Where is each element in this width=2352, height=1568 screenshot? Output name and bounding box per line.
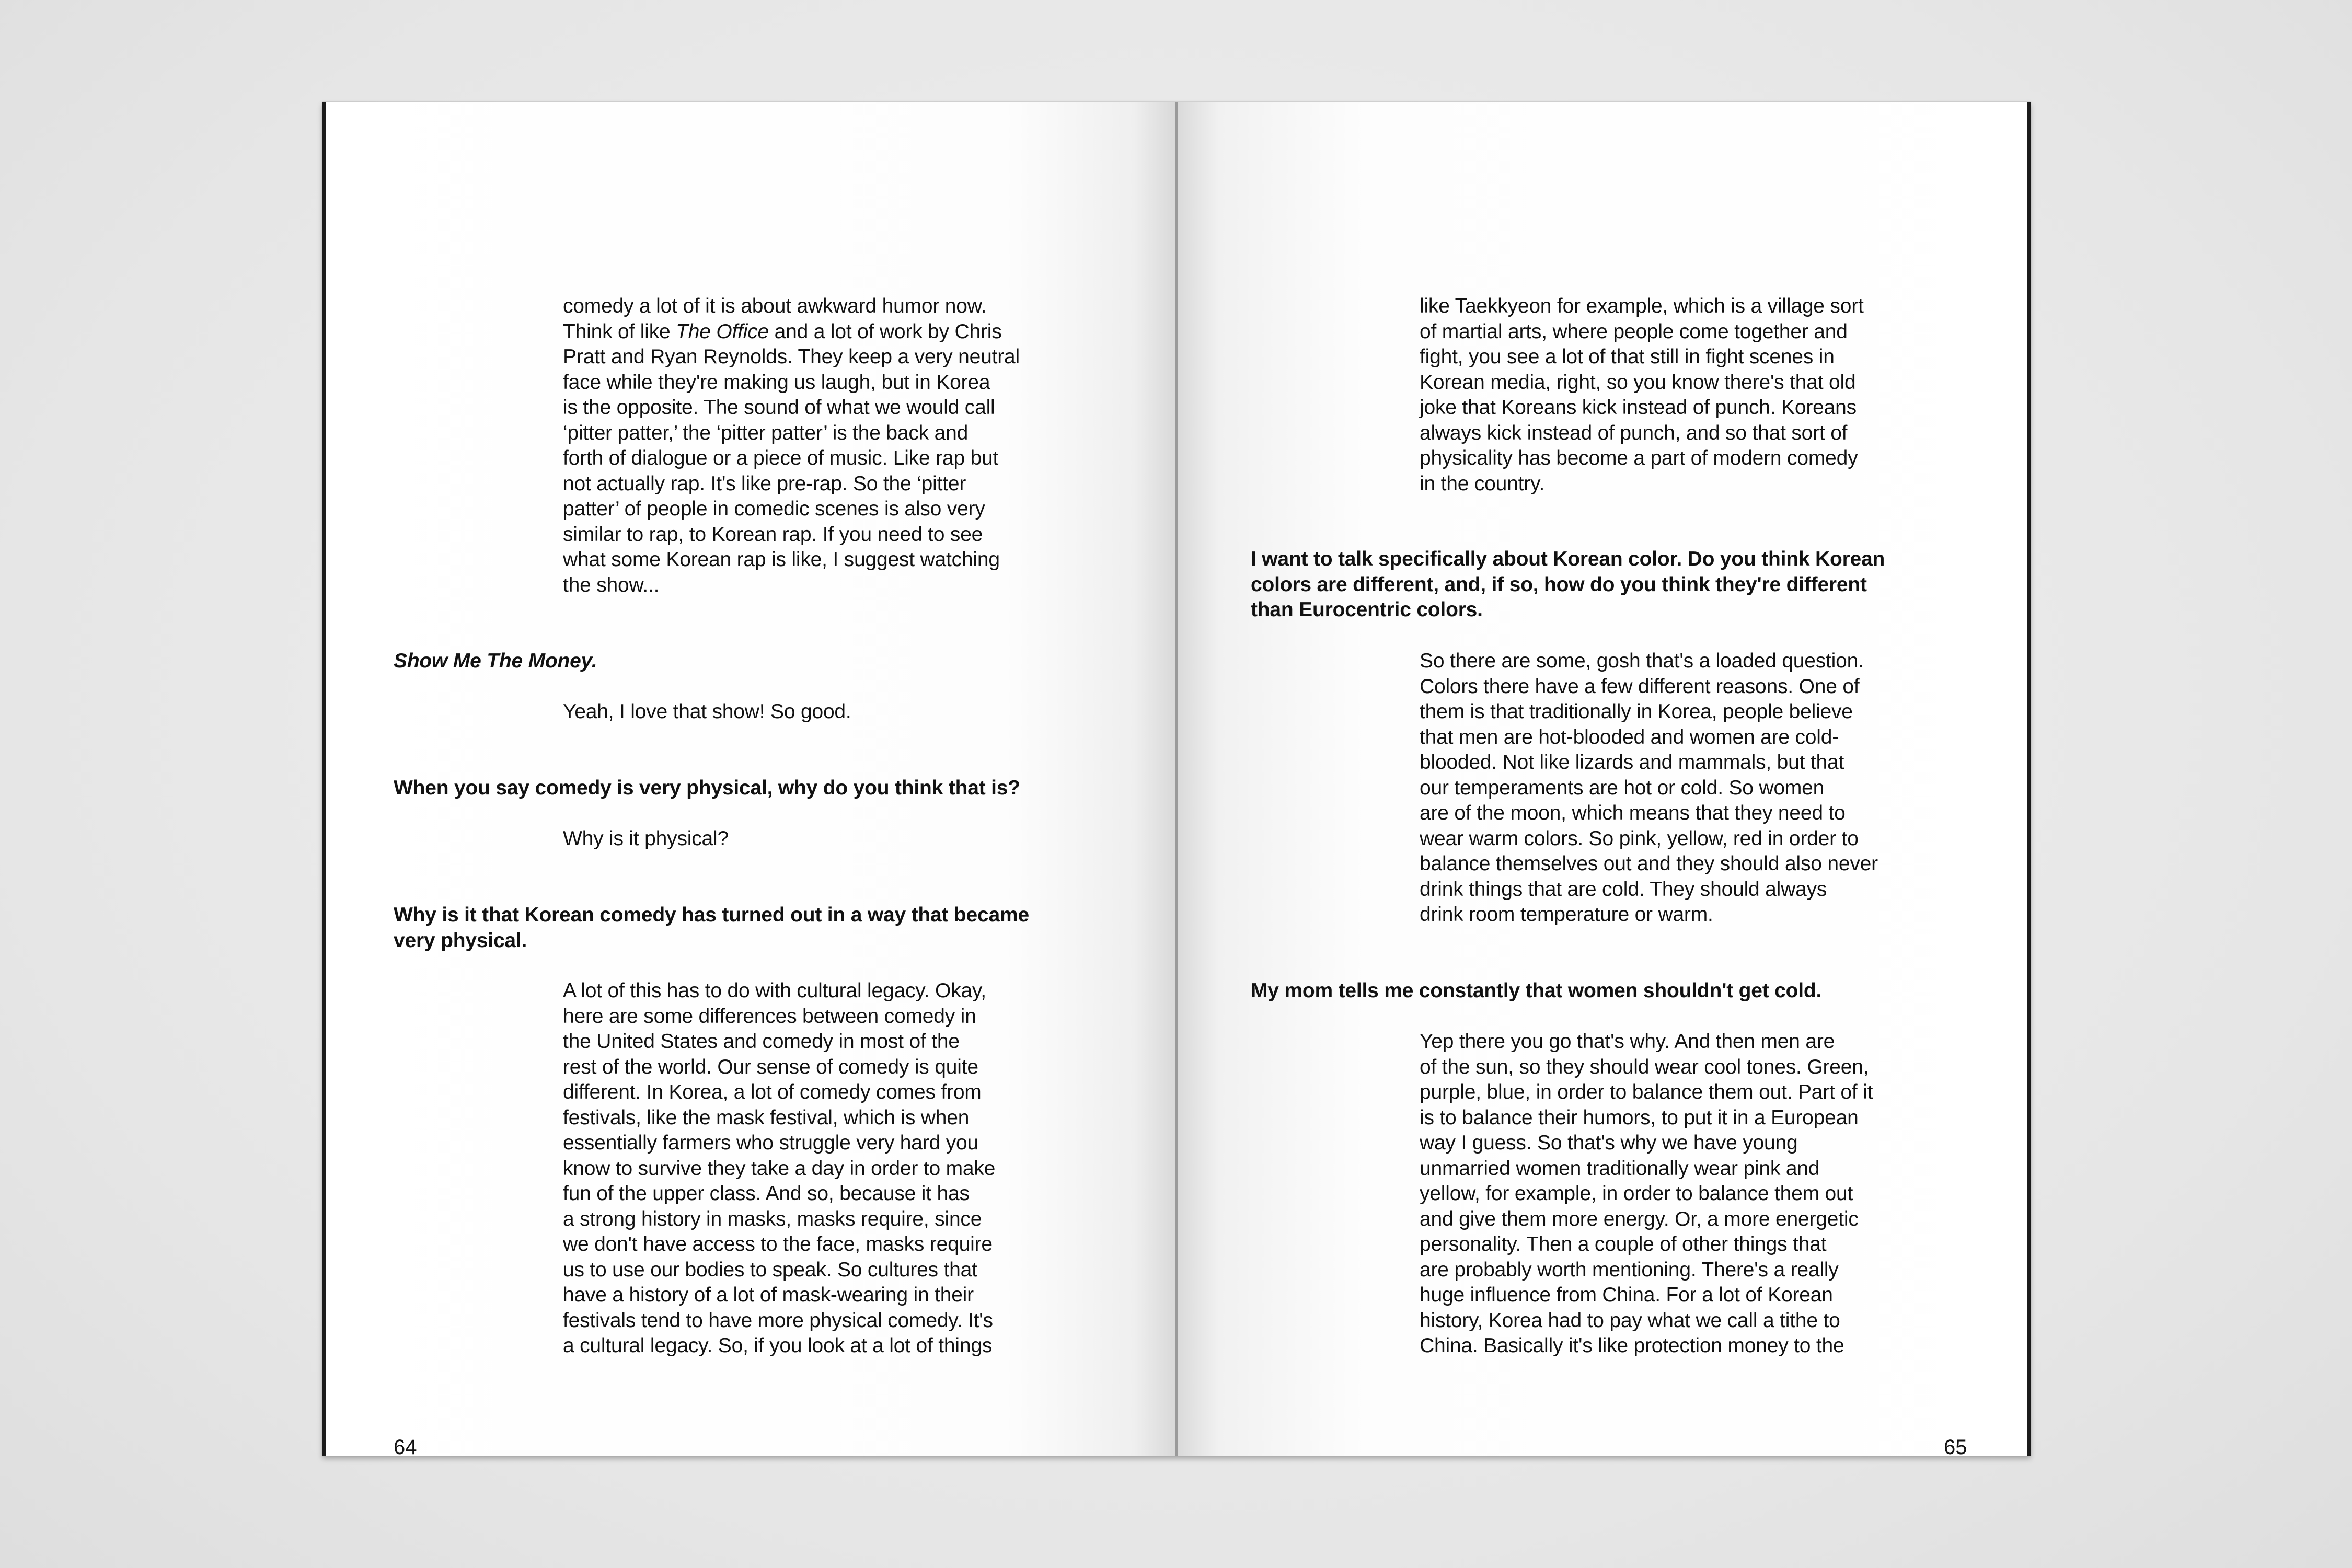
right-page [1177, 102, 2031, 1456]
question-korean-color: I want to talk specifically about Korean color. Do you think Korean colors are different, and, if so, how do you think they're different than Eurocentric colors. [1251, 548, 1885, 621]
question-korean-comedy: Why is it that Korean comedy has turned out in a way that became very physical. [394, 904, 1029, 952]
answer-paragraph-awkward-humor [563, 294, 1020, 598]
question-show-title [394, 649, 597, 674]
answer-text-part: comedy a lot of it is about awkward humor now. Think of like [563, 295, 987, 343]
left-page [322, 102, 1177, 1456]
question-mom-cold: My mom tells me constantly that women shouldn't get cold. [1251, 979, 1822, 1002]
answer-love-show: Yeah, I love that show! So good. [563, 700, 851, 723]
show-title: Show Me The Money [394, 650, 592, 672]
book-spread [322, 102, 2031, 1456]
question-comedy-physical: When you say comedy is very physical, why do you think that is? [394, 777, 1020, 799]
page-number: 65 [1944, 1436, 1967, 1456]
show-title-period: . [591, 650, 597, 672]
answer-paragraph-taekkyeon: like Taekkyeon for example, which is a village sort of martial arts, where people come together and fight, you see a lot of that still in fight scenes in Korean media, right, so you know there's that old joke that Koreans kick instead of punch. Koreans always kick instead of punch, and so that sort of physicality has become a part of modern comedy in the country. [1420, 295, 1864, 495]
answer-why-physical: Why is it physical? [563, 827, 729, 850]
answer-cultural-legacy: A lot of this has to do with cultural legacy. Okay, here are some differences between comedy in the United States and comedy in most of the rest of the world. Our sense of comedy is quite different. In Korea, a lot of comedy comes from festivals, like the mask festival, which is when essentially farmers who struggle very hard you know to survive they take a day in order to make fun of the upper class. And so, because it has a strong history in masks, masks require, since we don't have access to the face, masks require us to use our bodies to speak. So cultures that have a history of a lot of mask-wearing in their festivals tend to have more physical comedy. It's a cultural legacy. So, if you look at a lot of things [563, 979, 996, 1357]
answer-colors-temperaments: So there are some, gosh that's a loaded question. Colors there have a few different reasons. One of them is that traditionally in Korea, people believe that men are hot-blooded and women are cold- blooded. Not like lizards and mammals, but that our temperaments are hot or cold. So women are of the moon, which means that they need to wear warm colors. So pink, yellow, red in order to balance themselves out and they should also never drink things that are cold. They should always drink room temperature or warm. [1420, 650, 1878, 926]
spine-gutter [1175, 102, 1178, 1456]
italic-title-the-office: The Office [676, 320, 769, 343]
answer-text-part: and a lot of work by Chris Pratt and Ryan Reynolds. They keep a very neutral face while they're making us laugh, but in Korea is the opposite. The sound of what we would call ‘pitter patter,’ the ‘pitter patter’ is the back and forth of dialogue or a piece of music. Like rap but not actually rap. It's like pre-rap. So the ‘pitter patter’ of people in comedic scenes is also very similar to rap, to Korean rap. If you need to see what some Korean rap is like, I suggest watching the show... [563, 320, 1020, 596]
answer-men-sun: Yep there you go that's why. And then men are of the sun, so they should wear cool tones. Green, purple, blue, in order to balance them out. Part of it is to balance their humors, to put it in a European way I guess. So that's why we have young unmarried women traditionally wear pink and yellow, for example, in order to balance them out and give them more energy. Or, a more energetic personality. Then a couple of other things that are probably worth mentioning. There's a really huge influence from China. For a lot of Korean history, Korea had to pay what we call a tithe to China. Basically it's like protection money to the [1420, 1030, 1873, 1357]
page-number: 64 [394, 1436, 417, 1456]
